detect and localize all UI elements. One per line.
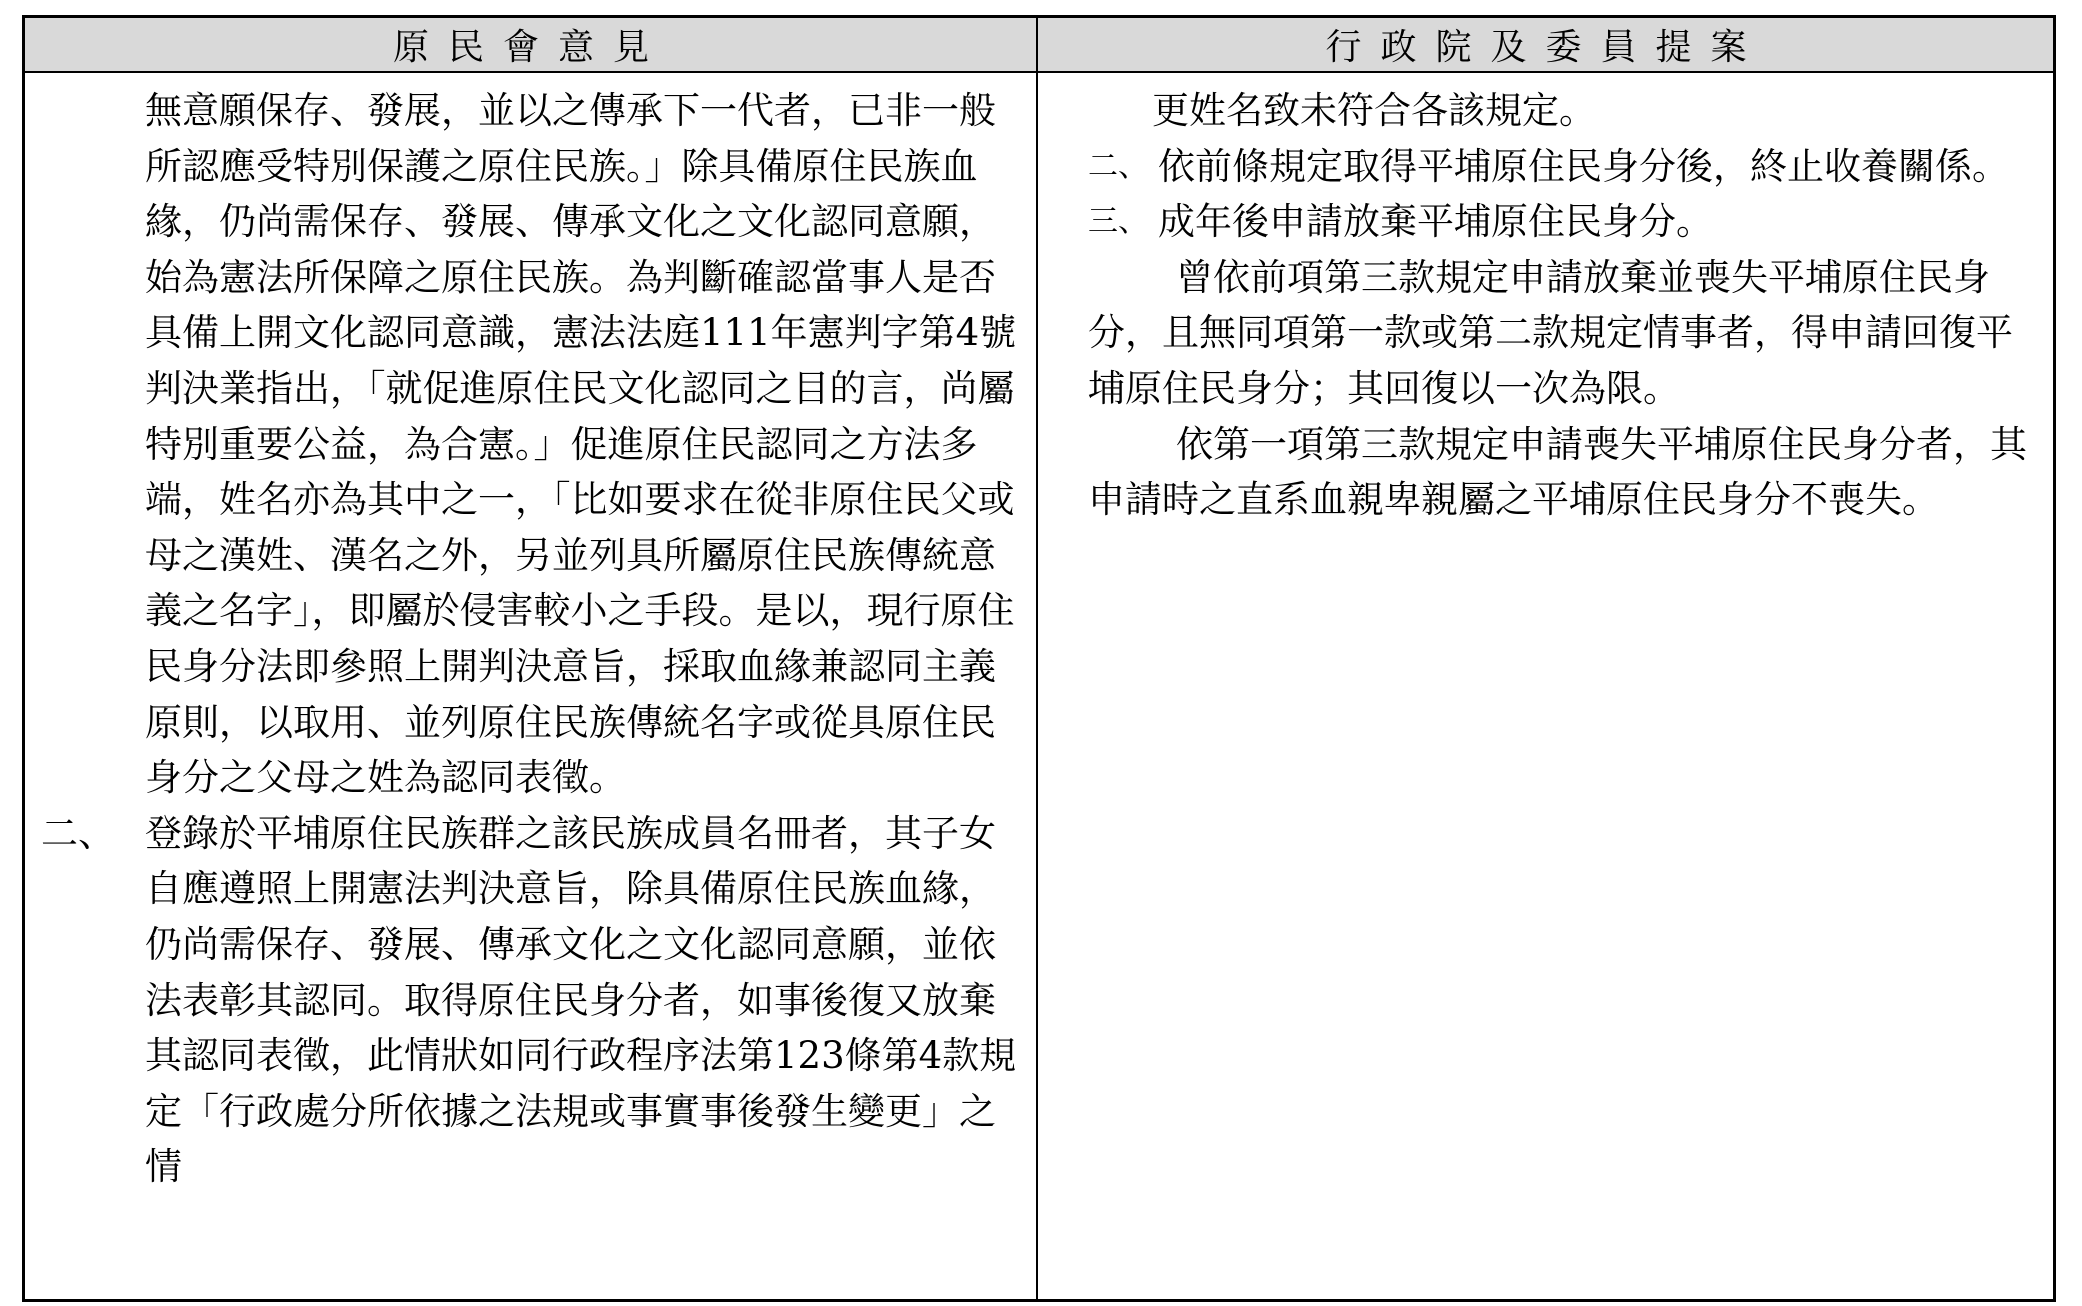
left-item-text: 登錄於平埔原住民族群之該民族成員名冊者，其子女自應遵照上開憲法判決意旨，除具備原住民族血緣，仍尚需保存、發展、傳承文化之文化認同意願，並依法表彰其認同。取得原住民身分者，如事後復又放棄其認同表徵，此情狀如同行政程序法第123條第4款規定「行政處分所依據之法規或事實事後發生變更」之情 xyxy=(145,811,1017,1189)
right-item-3-text: 成年後申請放棄平埔原住民身分。 xyxy=(1158,200,1713,244)
right-item-3-marker: 三、 xyxy=(1088,204,1148,240)
header-executive-yuan-proposal xyxy=(1038,18,2053,73)
left-item-marker: 二、 xyxy=(41,811,115,855)
right-item-2-marker: 二、 xyxy=(1088,148,1148,184)
right-list-item-3 xyxy=(1038,194,2037,250)
left-column-cell xyxy=(25,73,1038,1299)
right-list-item-2 xyxy=(1038,139,2037,195)
left-list-item-2 xyxy=(25,806,1022,1195)
header-indigenous-council-opinion xyxy=(25,18,1038,73)
left-continuation-paragraph: 無意願保存、發展，並以之傳承下一代者，已非一般所認應受特別保護之原住民族。」除具備原住民族血緣，仍尚需保存、發展、傳承文化之文化認同意願，始為憲法所保障之原住民族。為判斷確認當事人是否具備上開文化認同意識，憲法法庭111年憲判字第4號判決業指出，「就促進原住民文化認同之目的言，尚屬特別重要公益，為合憲。」促進原住民認同之方法多端，姓名亦為其中之一，「比如要求在從非原住民父或母之漢姓、漢名之外，另並列具所屬原住民族傳統意義之名字」，即屬於侵害較小之手段。是以，現行原住民身分法即參照上開判決意旨，採取血緣兼認同主義原則，以取用、並列原住民族傳統名字或從具原住民身分之父母之姓為認同表徵。 xyxy=(145,89,1017,800)
right-continuation-paragraph: 更姓名致未符合各該規定。 xyxy=(1152,89,1596,132)
right-paragraph-2: 曾依前項第三款規定申請放棄並喪失平埔原住民身分，且無同項第一款或第二款規定情事者，得申請回復平埔原住民身分；其回復以一次為限。 xyxy=(1088,255,2013,410)
right-column-cell xyxy=(1038,73,2053,1299)
header-right-label: 行政院及委員提案 xyxy=(1325,27,1766,68)
comparison-table xyxy=(22,15,2056,1302)
right-paragraph-3: 依第一項第三款規定申請喪失平埔原住民身分者，其申請時之直系血親卑親屬之平埔原住民身分不喪失。 xyxy=(1088,422,2027,522)
right-item-2-text: 依前條規定取得平埔原住民身分後，終止收養關係。 xyxy=(1158,144,2009,188)
header-left-label: 原民會意見 xyxy=(392,27,668,68)
